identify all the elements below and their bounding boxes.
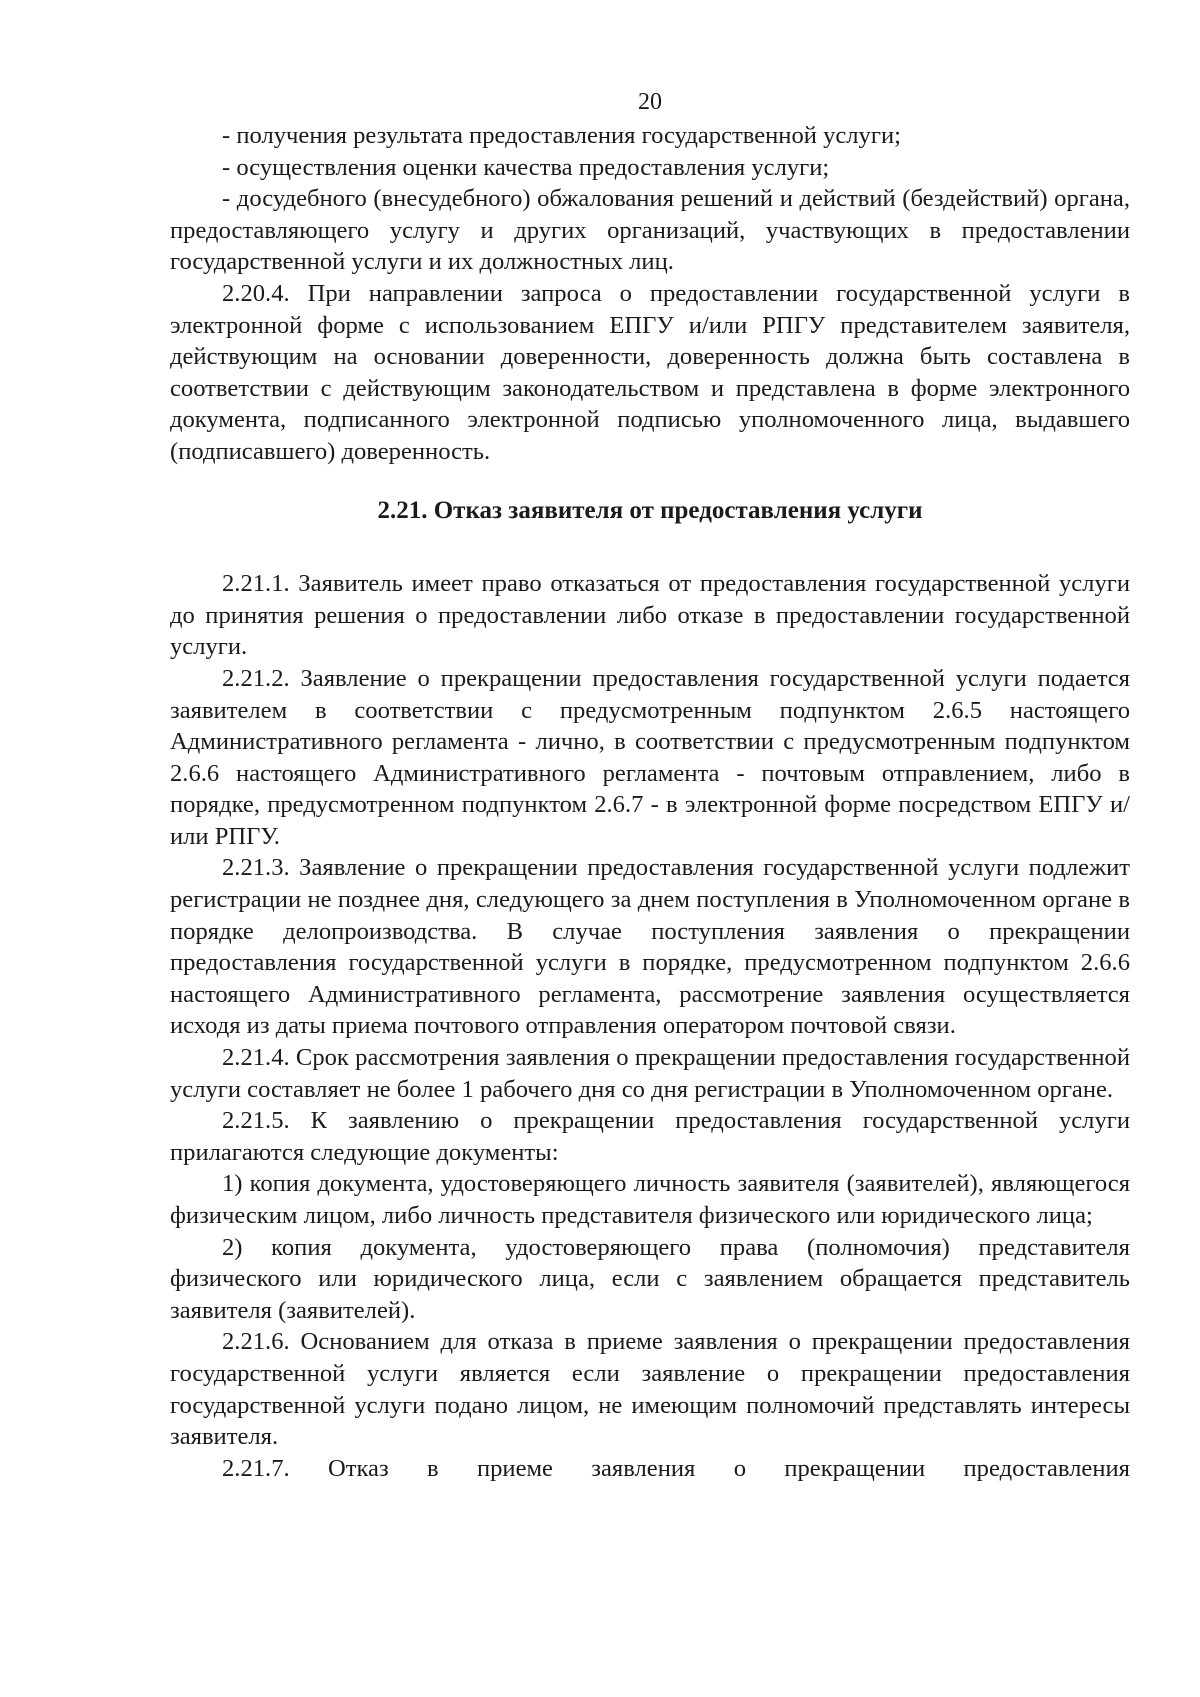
paragraph-2-21-3: 2.21.3. Заявление о прекращении предоставления государственной услуги подлежит регистрации не позднее дня, следующего за днем поступления в Уполномоченном органе в порядке делопроизводства. В случае поступления заявления о прекращении предоставления государственной услуги в порядке, предусмотренном подпунктом 2.6.6 настоящего Административного регламента, рассмотрение заявления осуществляется исходя из даты приема почтового отправления оператором почтовой связи.: [170, 854, 1130, 1040]
paragraph-2-21-4: 2.21.4. Срок рассмотрения заявления о прекращении предоставления государственной услуги составляет не более 1 рабочего дня со дня регистрации в Уполномоченном органе.: [170, 1044, 1130, 1103]
paragraph-bullet-quality: - осуществления оценки качества предоставления услуги;: [222, 153, 830, 181]
paragraph-bullet-appeal: - досудебного (внесудебного) обжалования решений и действий (бездействий) органа, предоставляющего услугу и других организаций, участвующих в предоставлении государственной услуги и их должностных лиц.: [170, 185, 1130, 276]
document-body: [170, 120, 1130, 1484]
paragraph-2-21-2: 2.21.2. Заявление о прекращении предоставления государственной услуги подается заявителем в соответствии с предусмотренным подпунктом 2.6.5 настоящего Административного регламента - лично, в соответствии с предусмотренным подпунктом 2.6.6 настоящего Административного регламента - почтовым отправлением, либо в порядке, предусмотренном подпунктом 2.6.7 - в электронной форме посредством ЕПГУ и/или РПГУ.: [170, 664, 1130, 850]
section-heading: 2.21. Отказ заявителя от предоставления услуги: [377, 496, 923, 524]
paragraph-2-21-5: 2.21.5. К заявлению о прекращении предоставления государственной услуги прилагаются следующие документы:: [170, 1107, 1130, 1166]
paragraph-item-1: 1) копия документа, удостоверяющего личность заявителя (заявителей), являющегося физическим лицом, либо личность представителя физического или юридического лица;: [170, 1170, 1130, 1229]
paragraph-2-21-6: 2.21.6. Основанием для отказа в приеме заявления о прекращении предоставления государственной услуги является если заявление о прекращении предоставления государственной услуги подано лицом, не имеющим полномочий представлять интересы заявителя.: [170, 1328, 1130, 1451]
paragraph-bullet-result: - получения результата предоставления государственной услуги;: [222, 122, 901, 149]
section-heading-block: [170, 468, 1130, 569]
paragraph-2-21-7: 2.21.7. Отказ в приеме заявления о прекращении предоставления: [222, 1454, 1130, 1482]
paragraph-item-2: 2) копия документа, удостоверяющего права (полномочия) представителя физического или юридического лица, если с заявлением обращается представитель заявителя (заявителей).: [170, 1233, 1130, 1324]
paragraph-2-21-1: 2.21.1. Заявитель имеет право отказаться от предоставления государственной услуги до принятия решения о предоставлении либо отказе в предоставлении государственной услуги.: [170, 570, 1130, 661]
paragraph-2-20-4: 2.20.4. При направлении запроса о предоставлении государственной услуги в электронной форме с использованием ЕПГУ и/или РПГУ представителем заявителя, действующим на основании доверенности, доверенность должна быть составлена в соответствии с действующим законодательством и представлена в форме электронного документа, подписанного электронной подписью уполномоченного лица, выдавшего (подписавшего) доверенность.: [170, 279, 1130, 465]
page-number: 20: [638, 89, 662, 115]
document-page: [170, 0, 1130, 1697]
